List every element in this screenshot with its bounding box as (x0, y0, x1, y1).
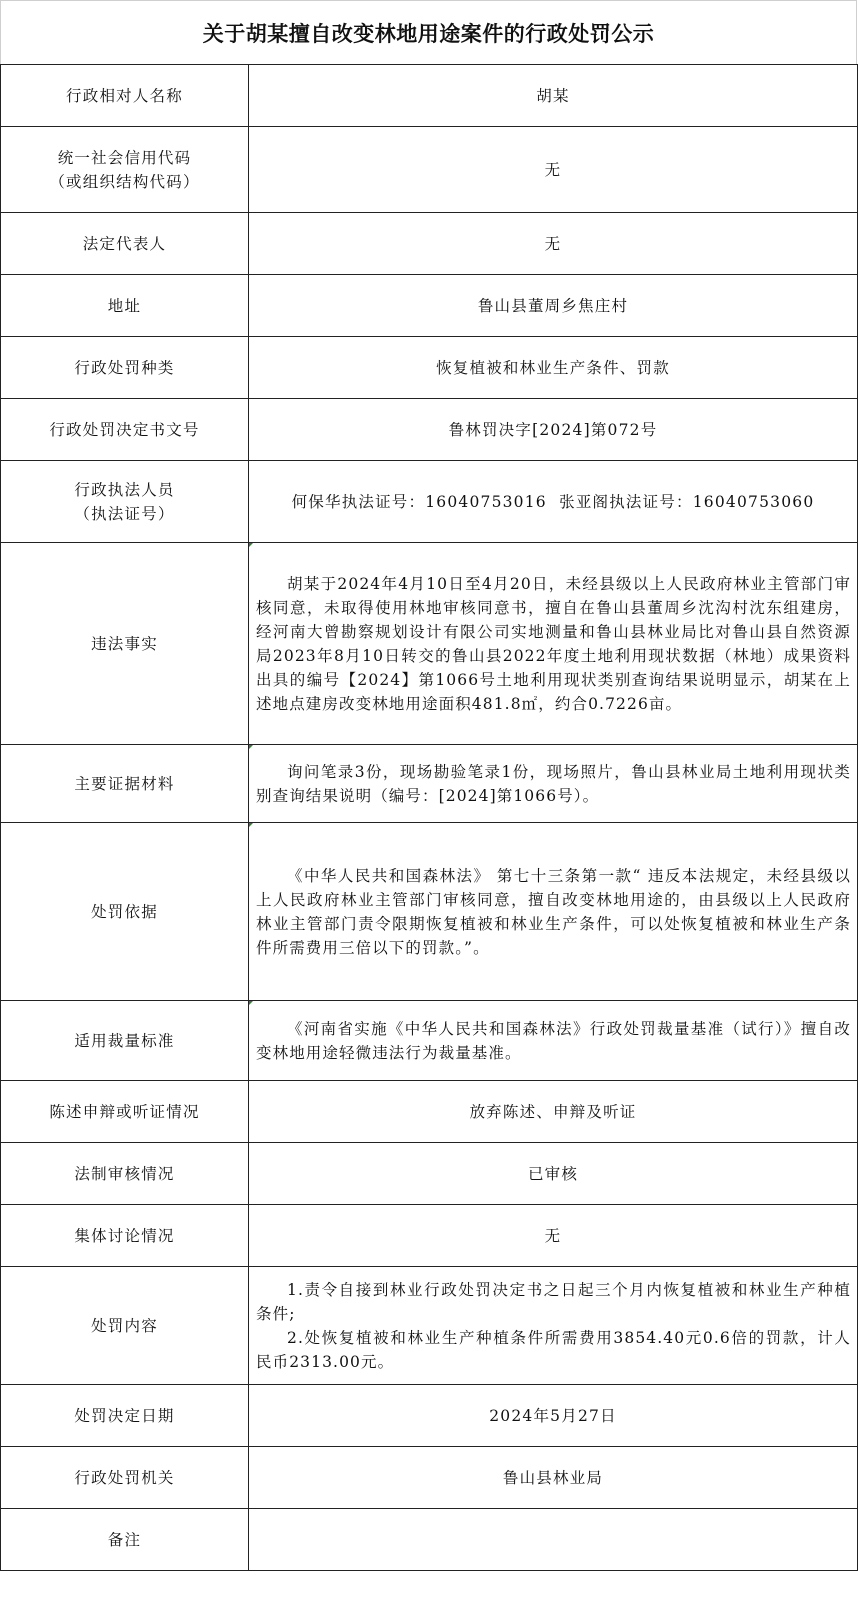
row-value: 鲁山县董周乡焦庄村 (249, 275, 858, 337)
row-label-line: （或组织结构代码） (49, 172, 200, 191)
row-value-text: 询问笔录3份，现场勘验笔录1份，现场照片，鲁山县林业局土地利用现状类别查询结果说明（编号：[2024]第1066号）。 (256, 762, 851, 805)
row-label-line: （执法证号） (74, 504, 175, 523)
row-label (1, 461, 249, 543)
table-row (1, 399, 858, 461)
notice-title: 关于胡某擅自改变林地用途案件的行政处罚公示 (0, 0, 857, 64)
row-value (249, 823, 858, 1001)
table-row (1, 1081, 858, 1143)
row-value: 胡某 (249, 65, 858, 127)
row-value: 放弃陈述、申辩及听证 (249, 1081, 858, 1143)
table-row (1, 1385, 858, 1447)
table-row (1, 337, 858, 399)
row-label: 地址 (1, 275, 249, 337)
cell-comment-marker (249, 543, 253, 547)
table-row (1, 543, 858, 745)
row-value: 2024年5月27日 (249, 1385, 858, 1447)
row-value-text: 胡某于2024年4月10日至4月20日，未经县级以上人民政府林业主管部门审核同意，未取得使用林地审核同意书，擅自在鲁山县董周乡沈沟村沈东组建房，经河南大曾勘察规划设计有限公司实地测量和鲁山县林业局比对鲁山县自然资源局2023年8月10日转交的鲁山县2022年度土地利用现状数据（林地）成果资料出具的编号【2024】第1066号土地利用现状类别查询结果说明显示，胡某在上述地点建房改变林地用途面积481.8㎡，约合0.7226亩。 (256, 574, 851, 713)
row-value: 无 (249, 213, 858, 275)
row-label: 备注 (1, 1509, 249, 1571)
row-value: 已审核 (249, 1143, 858, 1205)
row-value-text: 《河南省实施《中华人民共和国森林法》行政处罚裁量基准（试行）》擅自改变林地用途轻微违法行为裁量基准。 (256, 1019, 851, 1062)
row-label-line: 行政执法人员 (74, 480, 175, 499)
row-label: 处罚依据 (1, 823, 249, 1001)
row-label: 行政处罚种类 (1, 337, 249, 399)
row-label: 法定代表人 (1, 213, 249, 275)
table-row (1, 1205, 858, 1267)
row-value (249, 745, 858, 823)
row-label: 行政处罚决定书文号 (1, 399, 249, 461)
table-row (1, 213, 858, 275)
row-label: 适用裁量标准 (1, 1001, 249, 1081)
row-value (249, 1267, 858, 1385)
table-row (1, 65, 858, 127)
table-row (1, 1447, 858, 1509)
row-label: 处罚决定日期 (1, 1385, 249, 1447)
row-label (1, 127, 249, 213)
row-value: 鲁林罚决字[2024]第072号 (249, 399, 858, 461)
table-row (1, 1267, 858, 1385)
cell-comment-marker (249, 823, 253, 827)
row-value: 何保华执法证号：16040753016 张亚阁执法证号：16040753060 (249, 461, 858, 543)
row-label: 违法事实 (1, 543, 249, 745)
row-value: 无 (249, 127, 858, 213)
row-label: 行政相对人名称 (1, 65, 249, 127)
table-row (1, 127, 858, 213)
row-label-line: 统一社会信用代码 (57, 148, 192, 167)
row-label: 法制审核情况 (1, 1143, 249, 1205)
table-row (1, 275, 858, 337)
row-value (249, 543, 858, 745)
cell-comment-marker (249, 1001, 253, 1005)
cell-comment-marker (249, 745, 253, 749)
penalty-item-2: 2.处恢复植被和林业生产种植条件所需费用3854.40元0.6倍的罚款，计人民币2313.00元。 (256, 1328, 851, 1371)
row-value (249, 1001, 858, 1081)
penalty-item-1: 1.责令自接到林业行政处罚决定书之日起三个月内恢复植被和林业生产种植条件; (256, 1280, 851, 1323)
row-value-text: 《中华人民共和国森林法》 第七十三条第一款“ 违反本法规定，未经县级以上人民政府林业主管部门审核同意，擅自改变林地用途的，由县级以上人民政府林业主管部门责令限期恢复植被和林业生产条件，可以处恢复植被和林业生产条件所需费用三倍以下的罚款。”。 (256, 866, 851, 957)
row-label: 集体讨论情况 (1, 1205, 249, 1267)
row-value: 无 (249, 1205, 858, 1267)
table-row (1, 1509, 858, 1571)
row-label: 陈述申辩或听证情况 (1, 1081, 249, 1143)
row-value: 鲁山县林业局 (249, 1447, 858, 1509)
table-row (1, 1001, 858, 1081)
row-value (249, 1509, 858, 1571)
table-row (1, 745, 858, 823)
row-label: 处罚内容 (1, 1267, 249, 1385)
penalty-info-table (0, 64, 858, 1571)
table-row (1, 823, 858, 1001)
table-row (1, 461, 858, 543)
row-value: 恢复植被和林业生产条件、罚款 (249, 337, 858, 399)
row-label: 主要证据材料 (1, 745, 249, 823)
row-label: 行政处罚机关 (1, 1447, 249, 1509)
table-row (1, 1143, 858, 1205)
